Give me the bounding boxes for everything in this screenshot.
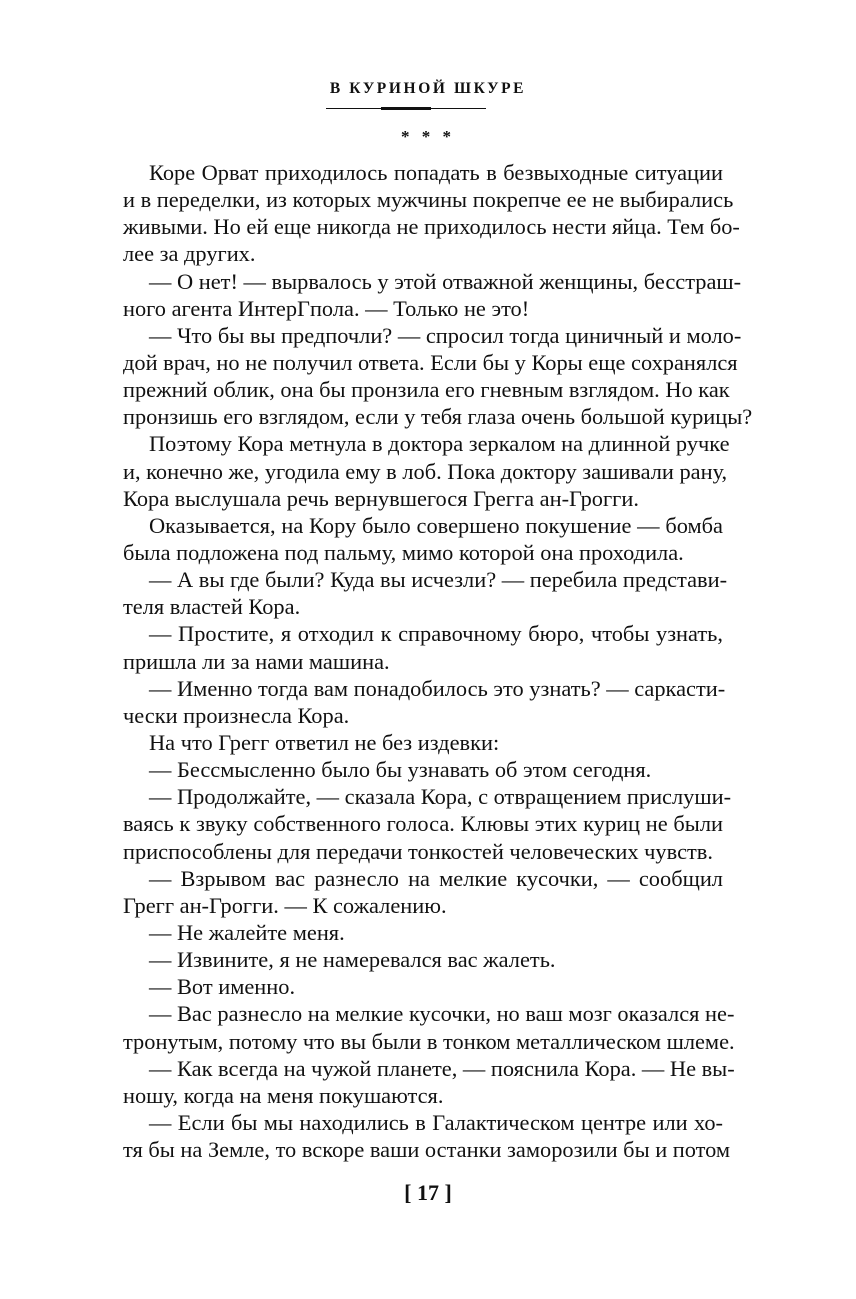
text-line: и, конечно же, угодила ему в лоб. Пока доктору зашивали рану,	[123, 458, 728, 484]
text-line: — Как всегда на чужой планете, — пояснила Кора. — Не вы-	[149, 1055, 735, 1081]
text-line: — Именно тогда вам понадобилось это узнать? — саркасти-	[149, 675, 726, 701]
text-line: чески произнесла Кора.	[123, 702, 350, 728]
text-line: Грегг ан-Грогги. — К сожалению.	[123, 892, 447, 918]
text-line: — Взрывом вас разнесло на мелкие кусочки, — сообщил	[149, 865, 723, 891]
text-line: ваясь к звуку собственного голоса. Клювы этих куриц не были	[123, 811, 723, 837]
text-line: — Что бы вы предпочли? — спросил тогда циничный и моло-	[149, 322, 742, 348]
paragraph	[123, 1109, 731, 1163]
paragraph	[123, 620, 723, 674]
running-title: В КУРИНОЙ ШКУРЕ	[329, 80, 527, 97]
paragraph	[123, 973, 723, 1000]
text-line: Оказывается, на Кору было совершено покушение — бомба	[149, 512, 723, 538]
paragraph	[123, 268, 742, 322]
paragraph	[123, 946, 723, 973]
text-line: Коре Орват приходилось попадать в безвыходные ситуации	[149, 160, 723, 185]
text-line: На что Грегг ответил не без издевки:	[149, 729, 500, 755]
text-line: Кора выслушала речь вернувшегося Грегга ан-Грогги.	[123, 485, 639, 511]
paragraph	[123, 159, 740, 268]
text-line: — А вы где были? Куда вы исчезли? — перебила представи-	[149, 567, 728, 593]
text-line: — О нет! — вырвалось у этой отважной женщины, бесстраш-	[149, 268, 742, 294]
paragraph	[123, 919, 723, 946]
text-line: тя бы на Земле, то вскоре ваши останки заморозили бы и потом	[123, 1137, 731, 1163]
text-line: лее за других.	[123, 241, 256, 267]
text-line: — Извините, я не намеревался вас жалеть.	[149, 947, 556, 973]
text-line: — Бессмысленно было бы узнавать об этом сегодня.	[149, 757, 652, 783]
text-line: ношу, когда на меня покушаются.	[123, 1082, 444, 1108]
page-number: [ 17 ]	[404, 1180, 452, 1205]
paragraph	[123, 1055, 735, 1109]
paragraph	[123, 675, 726, 729]
paragraph	[123, 566, 728, 620]
paragraph	[123, 322, 753, 431]
text-line: Поэтому Кора метнула в доктора зеркалом на длинной ручке	[149, 431, 730, 457]
text-line: — Вот именно.	[149, 974, 296, 1000]
text-line: — Если бы мы находились в Галактическом центре или хо-	[149, 1109, 723, 1135]
text-line: тронутым, потому что вы были в тонком металлическом шлеме.	[123, 1028, 735, 1054]
paragraph	[123, 729, 723, 756]
text-line: дой врач, но не получил ответа. Если бы у Коры еще сохранялся	[123, 349, 738, 375]
paragraph	[123, 865, 723, 919]
text-line: была подложена под пальму, мимо которой она проходила.	[123, 539, 684, 565]
text-line: — Вас разнесло на мелкие кусочки, но ваш мозг оказался не-	[149, 1001, 735, 1027]
paragraph	[123, 756, 723, 783]
text-line: и в переделки, из которых мужчины покрепче ее не выбирались	[123, 187, 734, 213]
header-rule-accent	[381, 107, 431, 110]
text-line: теля властей Кора.	[123, 594, 301, 620]
text-line: живыми. Но ей еще никогда не приходилось нести яйца. Тем бо-	[123, 214, 740, 240]
text-line: приспособлены для передачи тонкостей человеческих чувств.	[123, 838, 713, 864]
text-line: пришла ли за нами машина.	[123, 648, 390, 674]
paragraph	[123, 512, 723, 566]
text-line: пронзишь его взглядом, если у тебя глаза очень большой курицы?	[123, 404, 753, 430]
body-text	[123, 159, 753, 1163]
text-line: прежний облик, она бы пронзила его гневным взглядом. Но как	[123, 377, 730, 403]
text-line: — Не жалейте меня.	[149, 919, 345, 945]
text-line: — Продолжайте, — сказала Кора, с отвращением прислуши-	[149, 784, 732, 810]
paragraph	[123, 1000, 735, 1054]
text-line: ного агента ИнтерГпола. — Только не это!	[123, 295, 530, 321]
paragraph	[123, 783, 732, 864]
text-line: — Простите, я отходил к справочному бюро, чтобы узнать,	[149, 621, 723, 647]
section-break: * * *	[401, 127, 455, 146]
paragraph	[123, 430, 730, 511]
